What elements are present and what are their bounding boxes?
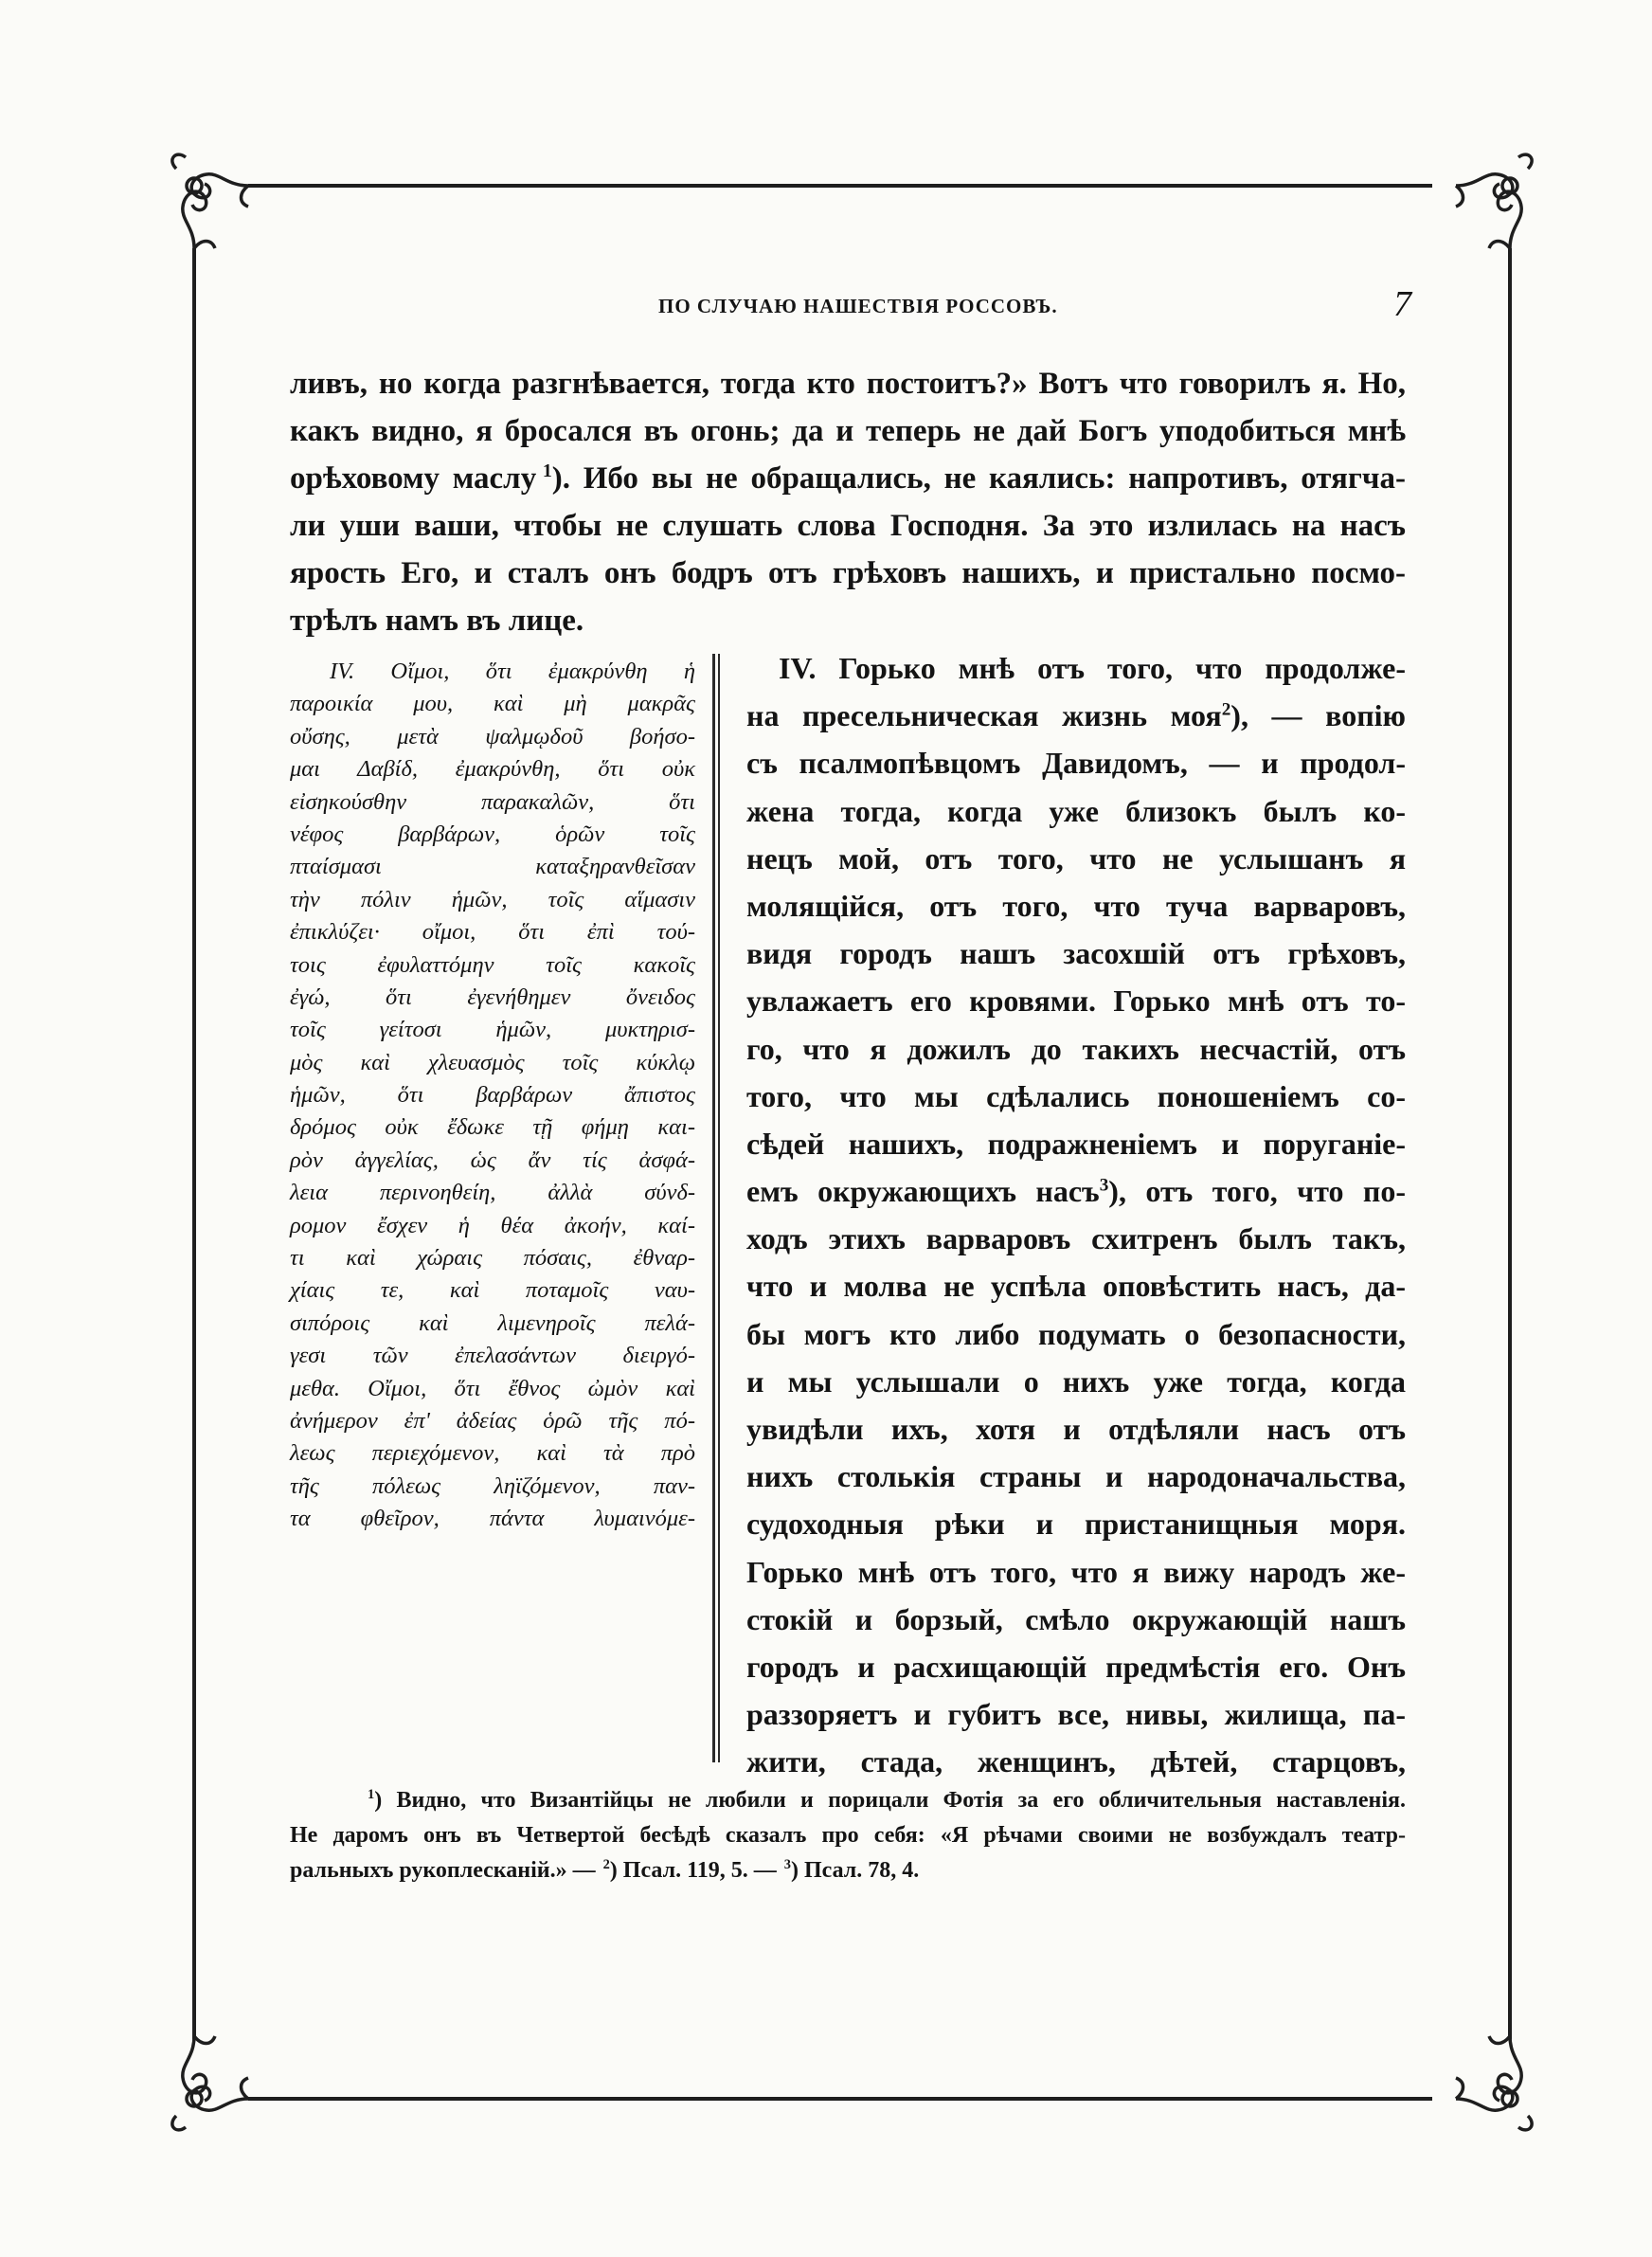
greek-line: τῆς πόλεως ληϊζόμενον, παν- xyxy=(290,1472,695,1499)
footnote-text: ) Псал. 78, 4. xyxy=(790,1858,920,1883)
footnote-text: ) Псал. 119, 5. — xyxy=(609,1858,777,1883)
greek-line: ἀνήμερον ἐπ' ἀδείας ὁρῶ τῆς πό- xyxy=(290,1407,695,1434)
main-line: ли уши ваши, чтобы не слушать слова Господня. За это излилась на насъ xyxy=(290,509,1406,543)
greek-line: πταίσμασι καταξηρανθεῖσαν xyxy=(290,854,695,880)
greek-line: τὴν πόλιν ἡμῶν, τοῖς αἵμασιν xyxy=(290,886,695,912)
footnote-marker-2: 2 xyxy=(1221,699,1231,720)
russian-line-text: емъ окружающихъ насъ xyxy=(746,1174,1100,1209)
main-line-text: ). Ибо вы не обращались, не каялись: напротивъ, отягча- xyxy=(551,461,1407,496)
greek-line: παροικία μου, καὶ μὴ μακρᾶς xyxy=(290,691,695,717)
column-divider xyxy=(712,654,715,1762)
main-line: трѣлъ намъ въ лице. xyxy=(290,604,584,638)
russian-line: городъ и расхищающій предмѣстія его. Онъ xyxy=(746,1649,1406,1684)
main-text-block xyxy=(290,360,1406,644)
main-line: ярость Его, и сталъ онъ бодръ отъ грѣховъ нашихъ, и пристально посмо- xyxy=(290,556,1406,590)
russian-line: увидѣли ихъ, хотя и отдѣляли насъ отъ xyxy=(746,1412,1406,1446)
main-line: ливъ, но когда разгнѣвается, тогда кто постоитъ?» Вотъ что говорилъ я. Но, xyxy=(290,367,1406,401)
page-number: 7 xyxy=(1393,284,1411,324)
greek-line: ἐπικλύζει· οἴμοι, ὅτι ἐπὶ τού- xyxy=(290,919,695,946)
russian-line: раззоряетъ и губитъ все, нивы, жилища, па- xyxy=(746,1697,1406,1732)
greek-line: τοις ἐφυλαττόμην τοῖς κακοῖς xyxy=(290,951,695,978)
russian-line xyxy=(746,1167,1406,1215)
greek-line: λεια περινοηθείη, ἀλλὰ σύνδ- xyxy=(290,1180,695,1206)
greek-line: δρόμος οὐκ ἔδωκε τῇ φήμῃ και- xyxy=(290,1114,695,1141)
russian-line: увлажаетъ его кровями. Горько мнѣ отъ то- xyxy=(746,984,1406,1019)
russian-line: нецъ мой, отъ того, что не услышанъ я xyxy=(746,840,1406,876)
footnote-text: ральныхъ рукоплесканій.» — xyxy=(290,1858,596,1883)
russian-line: сѣдей нашихъ, подражненіемъ и поруганіе- xyxy=(746,1126,1406,1161)
greek-line: ρὸν ἀγγελίας, ὡς ἄν τίς ἀσφά- xyxy=(290,1147,695,1173)
greek-line: νέφος βαρβάρων, ὁρῶν τοῖς xyxy=(290,821,695,847)
russian-line: съ псалмопѣвцомъ Давидомъ, — и продол- xyxy=(746,746,1406,781)
greek-line: λεως περιεχόμενον, καὶ τὰ πρὸ xyxy=(290,1440,695,1467)
footnote-number-3: 3 xyxy=(783,1857,791,1872)
running-title: ПО СЛУЧАЮ НАШЕСТВІЯ РОССОВЪ. xyxy=(658,295,1058,317)
greek-line: εἰσηκούσθην παρακαλῶν, ὅτι xyxy=(290,788,695,815)
russian-line: нихъ столькія страны и народоначальства, xyxy=(746,1459,1406,1494)
running-head xyxy=(284,284,1411,327)
greek-line: ἐγώ, ὅτι ἐγενήθημεν ὄνειδος xyxy=(290,984,695,1010)
greek-line: μαι Δαβίδ, ἐμακρύνθη, ὅτι οὐκ xyxy=(290,756,695,783)
russian-line: что и молва не успѣла оповѣстить насъ, да- xyxy=(746,1269,1406,1304)
russian-line: бы могъ кто либо подумать о безопасности, xyxy=(746,1316,1406,1351)
russian-line: IV. Горько мнѣ отъ того, что продолже- xyxy=(779,651,1406,685)
russian-line: Горько мнѣ отъ того, что я вижу народъ же- xyxy=(746,1554,1406,1589)
column-divider xyxy=(718,654,720,1762)
footnote-line xyxy=(290,1853,1406,1888)
footnote-text: ) Видно, что Византійцы не любили и порицали Фотія за его обличительныя наставленія. xyxy=(374,1788,1406,1813)
footnote-line: Не даромъ онъ въ Четвертой бесѣдѣ сказалъ про себя: «Я рѣчами своими не возбуждалъ театр- xyxy=(290,1823,1406,1848)
greek-line: οὔσης, μετὰ ψαλμῳδοῦ βοήσο- xyxy=(290,723,695,749)
corner-ornament-top-left xyxy=(172,154,248,248)
corner-ornament-top-right xyxy=(1456,154,1532,248)
greek-line: χίαις τε, καὶ ποταμοῖς ναυ- xyxy=(290,1277,695,1304)
greek-line: ἡμῶν, ὅτι βαρβάρων ἄπιστος xyxy=(290,1082,695,1109)
russian-line: того, что мы сдѣлались поношеніемъ со- xyxy=(746,1078,1406,1113)
footnote-line xyxy=(290,1783,1406,1818)
corner-ornament-bottom-right xyxy=(1456,2036,1532,2130)
russian-line xyxy=(746,692,1406,739)
footnote-number-2: 2 xyxy=(602,1857,610,1872)
footnote-marker-1: 1 xyxy=(542,460,552,481)
russian-line: жити, стада, женщинъ, дѣтей, старцовъ, xyxy=(746,1744,1406,1779)
main-line: какъ видно, я бросался въ огонь; да и теперь не дай Богъ уподобиться мнѣ xyxy=(290,414,1406,448)
main-line-text: орѣховому маслу xyxy=(290,461,537,496)
russian-line: молящійся, отъ того, что туча варваровъ, xyxy=(746,888,1406,923)
greek-line: σιπόροις καὶ λιμενηροῖς πελά- xyxy=(290,1309,695,1336)
greek-line: τα φθεῖρον, πάντα λυμαινόμε- xyxy=(290,1506,695,1532)
russian-line-text: ), — вопію xyxy=(1230,698,1406,733)
main-line xyxy=(290,455,1406,502)
footnote-number-1: 1 xyxy=(368,1787,375,1802)
greek-column xyxy=(290,656,695,1536)
greek-line: τοῖς γείτοσι ἡμῶν, μυκτηρισ- xyxy=(290,1017,695,1043)
greek-line: μὸς καὶ χλευασμὸς τοῖς κύκλῳ xyxy=(290,1049,695,1075)
corner-ornament-bottom-left xyxy=(172,2036,248,2130)
greek-line: γεσι τῶν ἐπελασάντων διειργό- xyxy=(290,1343,695,1369)
russian-column xyxy=(746,644,1406,1786)
russian-line: го, что я дожилъ до такихъ несчастій, отъ xyxy=(746,1031,1406,1066)
greek-line: ρομον ἔσχεν ἡ θέα ἀκοήν, καί- xyxy=(290,1212,695,1238)
footnote-marker-3: 3 xyxy=(1099,1175,1109,1196)
russian-line: ходъ этихъ варваровъ схитренъ былъ такъ, xyxy=(746,1221,1406,1256)
russian-line-text: на пресельническая жизнь моя xyxy=(746,698,1222,733)
russian-line: видя городъ нашъ засохшій отъ грѣховъ, xyxy=(746,936,1406,971)
footnotes xyxy=(290,1783,1406,1888)
russian-line: жена тогда, когда уже близокъ былъ ко- xyxy=(746,793,1406,828)
russian-line: стокій и борзый, смѣло окружающій нашъ xyxy=(746,1601,1406,1636)
greek-line: μεθα. Οἴμοι, ὅτι ἔθνος ὠμὸν καὶ xyxy=(290,1375,695,1401)
greek-line: τι καὶ χώραις πόσαις, ἐθναρ- xyxy=(290,1245,695,1272)
russian-line-text: ), отъ того, что по- xyxy=(1108,1174,1406,1209)
russian-line: и мы услышали о нихъ уже тогда, когда xyxy=(746,1363,1406,1399)
greek-line: IV. Οἴμοι, ὅτι ἐμακρύνθη ἡ xyxy=(330,659,695,684)
russian-line: судоходныя рѣки и пристанищныя моря. xyxy=(746,1507,1406,1542)
